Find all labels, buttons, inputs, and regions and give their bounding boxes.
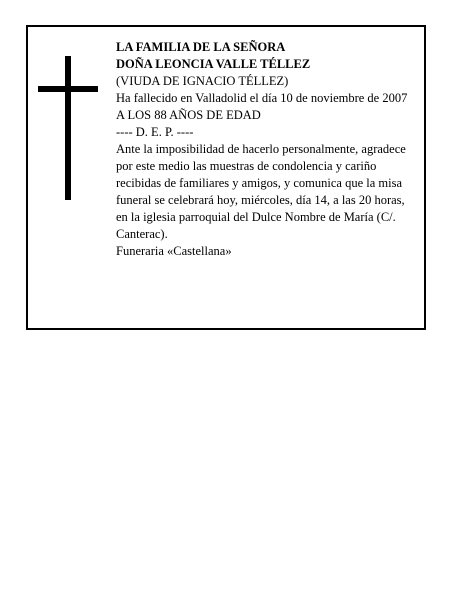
family-heading: LA FAMILIA DE LA SEÑORA [116,40,286,54]
message-body: Ante la imposibilidad de hacerlo personalmente, agradece por este medio las muestras de condolencia y cariño recibidas de familiares y amigos, y comunica que la misa funeral se celebrará hoy, miércoles, día 14, a las 20 horas, en la iglesia parroquial del Dulce Nombre de María (C/. Canterac). [116,142,406,241]
death-date-line: Ha fallecido en Valladolid el día 10 de noviembre de 2007 [116,91,408,105]
age-line: A LOS 88 AÑOS DE EDAD [116,108,261,122]
cross-icon [38,56,98,200]
notice-text [116,39,416,260]
cross-vertical-bar [65,56,71,200]
deceased-name: DOÑA LEONCIA VALLE TÉLLEZ [116,57,311,71]
rip-line: ---- D. E. P. ---- [116,125,194,139]
obituary-notice [26,25,426,330]
cross-horizontal-bar [38,86,98,92]
funeral-home: Funeraria «Castellana» [116,244,232,258]
widow-line: (VIUDA DE IGNACIO TÉLLEZ) [116,74,289,88]
